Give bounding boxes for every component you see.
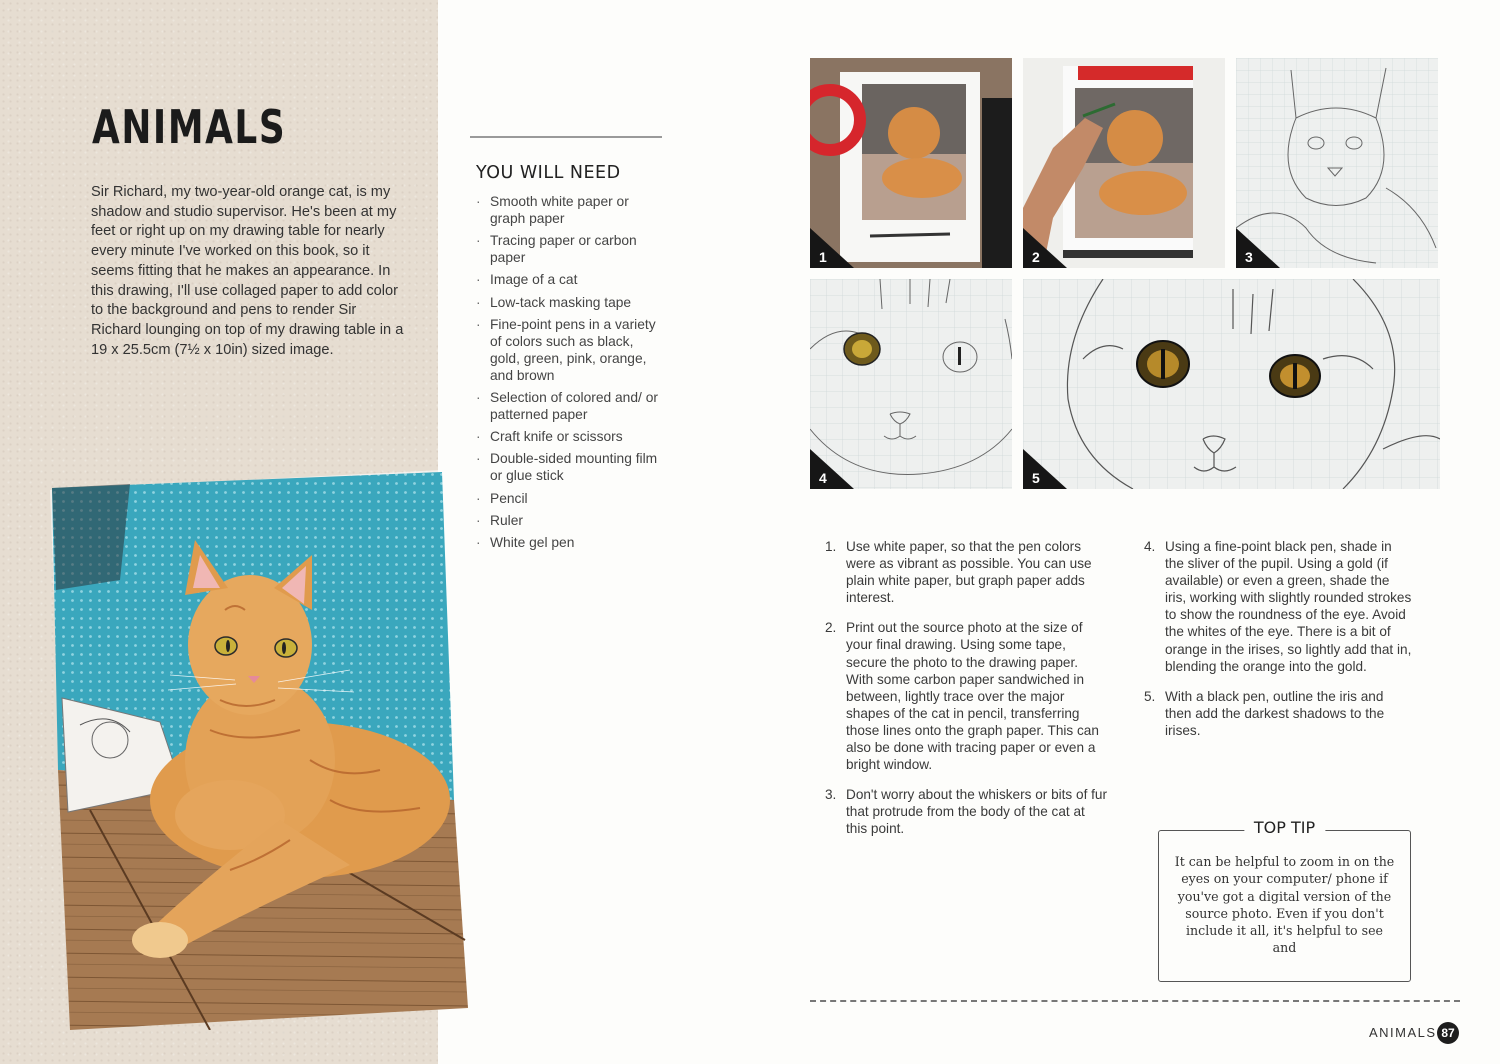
instruction-step [825,619,1107,773]
step-number-badge [1023,228,1067,268]
list-item: · Smooth white paper or graph paper [476,193,666,227]
instructions-column-right [1144,538,1412,752]
page-title: ANIMALS [92,100,287,154]
list-item: · Pencil [476,490,666,507]
top-tip-text: It can be helpful to zoom in on the eyes on your computer/ phone if you've got a digital version of the source photo. Even if you don't include it all, it's helpful to see and [1174,854,1395,956]
step-number-badge [810,449,854,489]
list-item: · Craft knife or scissors [476,428,666,445]
top-tip-box [1158,818,1411,982]
step-number: 4. [1144,539,1156,554]
list-item: · Selection of colored and/ or patterned paper [476,389,666,423]
step-number: 3. [825,787,837,803]
step-number-badge [1236,228,1280,268]
step-number-label: 5 [1032,470,1040,486]
step-number: 5. [1144,688,1156,704]
step-number-label: 4 [819,470,827,486]
list-item: · Image of a cat [476,271,666,288]
materials-list [476,193,666,556]
step-text: With a black pen, outline the iris and then add the darkest shadows to the irises. [1165,688,1385,738]
instruction-step [825,538,1107,606]
list-item: · Low-tack masking tape [476,294,666,311]
step-number: 2. [825,620,837,636]
step-text: Using a fine-point black pen, shade in the sliver of the pupil. Using a gold (if available) or even a green, shade the iris, working with slightly rounded strokes to show the roundness of the eye. Avoid the whites of the eye. There is a bit of orange in the irises, so lightly add that in, blending the orange into the gold. [1165,539,1412,674]
step-photo-4 [810,279,1012,489]
instruction-step [1144,688,1412,739]
list-item: · Tracing paper or carbon paper [476,232,666,266]
list-item: · Double-sided mounting film or glue stick [476,450,666,484]
step-number-label: 1 [819,249,827,265]
step-number-label: 2 [1032,249,1040,265]
list-item: · Ruler [476,512,666,529]
step-number-badge [810,228,854,268]
step-number: 1. [825,539,837,554]
step-text: Use white paper, so that the pen colors were as vibrant as possible. You can use plain white paper, but graph paper adds interest. [846,539,1092,606]
materials-divider [470,136,662,138]
list-item: · Fine-point pens in a variety of colors such as black, gold, green, pink, orange, and brown [476,316,666,384]
top-tip-title: TOP TIP [1244,818,1325,837]
list-item: · White gel pen [476,534,666,551]
instruction-step [1144,538,1412,675]
step-photo-1 [810,58,1012,268]
materials-heading: YOU WILL NEED [476,163,621,183]
intro-paragraph: Sir Richard, my two-year-old orange cat, is my shadow and studio supervisor. He's been at my feet or right up on my drawing table for nearly every minute I've worked on this book, so it seems fitting that he makes an appearance. In this drawing, I'll use collaged paper to add color to the background and pens to render Sir Richard lounging on top of my drawing table in a 19 x 25.5cm (7½ x 10in) sized image. [91,184,404,358]
step-number-badge [1023,449,1067,489]
step-text: Print out the source photo at the size of your final drawing. Using some tape, secure the photo to the drawing paper. With some carbon paper sandwiched in between, lightly trace over the major shapes of the cat in pencil, transferring those lines onto the graph paper. This can also be done with tracing paper or even a bright window. [846,620,1099,773]
footer-section-label: ANIMALS [1369,1025,1437,1040]
page-number: 87 [1437,1022,1459,1044]
finished-cat-artwork [50,470,470,1030]
instructions-column-left [825,538,1107,851]
footer-divider [810,1000,1460,1002]
step-photo-2 [1023,58,1225,268]
step-photo-5 [1023,279,1440,489]
step-photo-3 [1236,58,1438,268]
step-number-label: 3 [1245,249,1253,265]
instruction-step [825,786,1107,837]
step-text: Don't worry about the whiskers or bits of fur that protrude from the body of the cat at this point. [846,787,1107,837]
